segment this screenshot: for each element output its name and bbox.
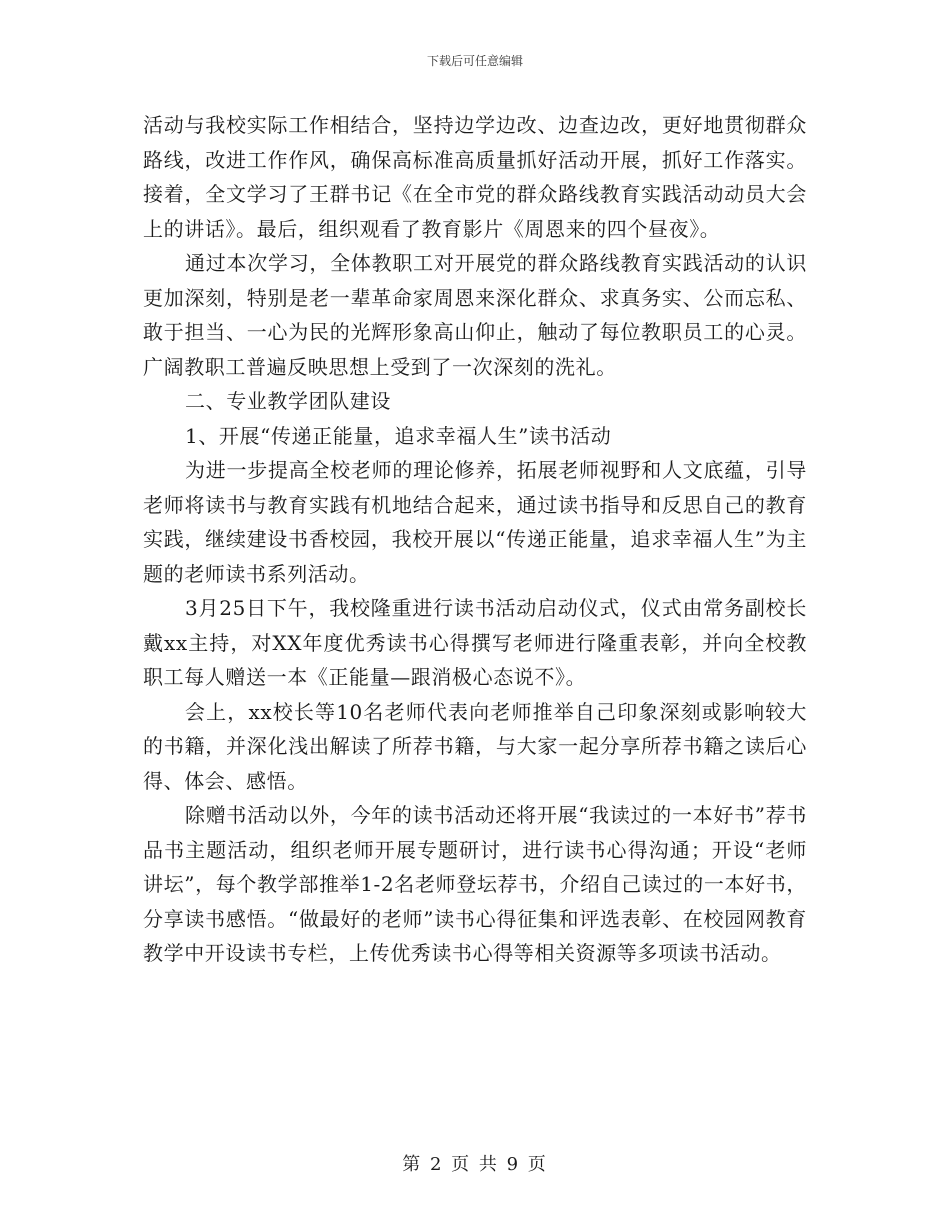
paragraph-5: 会上，xx校长等10名老师代表向老师推举自己印象深刻或影响较大的书籍，并深化浅出解读了所荐书籍，与大家一起分享所荐书籍之读后心得、体会、感悟。 [143, 699, 807, 793]
paragraph-6: 除赠书活动以外，今年的读书活动还将开展“我读过的一本好书”荐书品书主题活动，组织老师开展专题研讨，进行读书心得沟通；开设“老师讲坛”，每个教学部推举1-2名老师登坛荐书，介绍自己读过的一本好书，分享读书感悟。“做最好的老师”读书心得征集和评选表彰、在校园网教育教学中开设读书专栏，上传优秀读书心得等相关资源等多项读书活动。 [143, 803, 807, 965]
paragraph-3: 为进一步提高全校老师的理论修养，拓展老师视野和人文底蕴，引导老师将读书与教育实践有机地结合起来，通过读书指导和反思自己的教育实践，继续建设书香校园，我校开展以“传递正能量，追求幸福人生”为主题的老师读书系列活动。 [143, 458, 807, 586]
paragraph-4: 3月25日下午，我校隆重进行读书活动启动仪式，仪式由常务副校长戴xx主持，对XX年度优秀读书心得撰写老师进行隆重表彰，并向全校教职工每人赠送一本《正能量—跟消极心态说不》。 [143, 596, 807, 689]
paragraph-1: 活动与我校实际工作相结合，坚持边学边改、边查边改，更好地贯彻群众路线，改进工作作风，确保高标准高质量抓好活动开展，抓好工作落实。接着，全文学习了王群书记《在全市党的群众路线教育实践活动动员大会上的讲话》。最后，组织观看了教育影片《周恩来的四个昼夜》。 [143, 113, 807, 241]
document-body [143, 108, 807, 971]
page-header: 下载后可任意编辑 [426, 54, 523, 68]
page-footer: 第 2 页 共 9 页 [402, 1154, 548, 1175]
paragraph-2: 通过本次学习，全体教职工对开展党的群众路线教育实践活动的认识更加深刻，特别是老一辈革命家周恩来深化群众、求真务实、公而忘私、敢于担当、一心为民的光辉形象高山仰止，触动了每位教职员工的心灵。广阔教职工普遍反映思想上受到了一次深刻的洗礼。 [143, 251, 807, 379]
subsection-heading: 1、开展“传递正能量，追求幸福人生”读书活动 [185, 423, 612, 448]
section-heading: 二、专业教学团队建设 [185, 389, 391, 413]
